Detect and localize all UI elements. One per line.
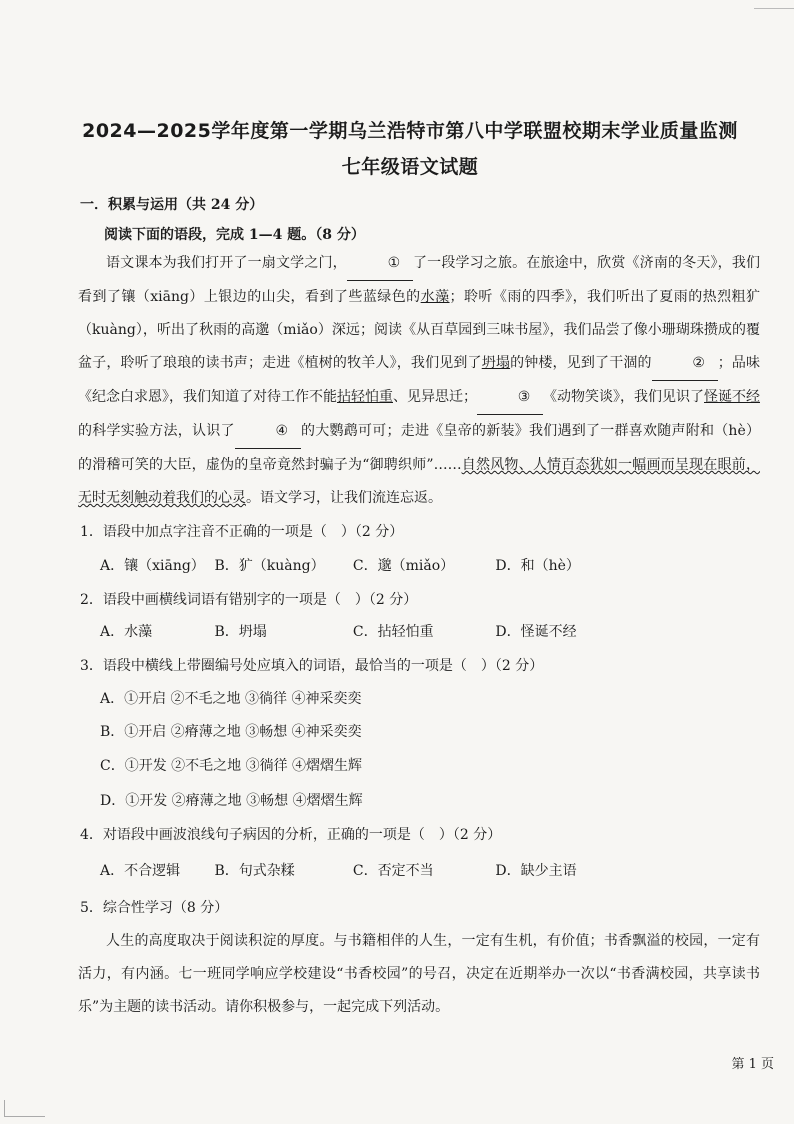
passage-text: 、见异思迁；: [393, 389, 477, 405]
question-3-option-c: C．①开发 ②不毛之地 ③徜徉 ④熠熠生辉: [100, 758, 363, 774]
passage-text: 的钟楼，见到了干涸的: [510, 355, 652, 371]
question-5-text: 人生的高度取决于阅读积淀的厚度。与书籍相伴的人生，一定有生机，有价值；书香飘溢的校园，一定有活力，有内涵。七一班同学响应学校建设“书香校园”的号召，决定在近期举办一次以“书香满校园，共享读书乐”为主题的读书活动。请你积极参与，一起完成下列活动。: [78, 933, 760, 1015]
question-5-heading: 5．综合性学习（8 分）: [80, 900, 229, 916]
question-4-stem: 4．对语段中画波浪线句子病因的分析，正确的一项是（ ）（2 分）: [80, 827, 502, 843]
exam-title: 2024—2025学年度第一学期乌兰浩特市第八中学联盟校期末学业质量监测: [82, 120, 738, 142]
option-c: C．拈轻怕重: [352, 624, 434, 640]
question-4-options: [100, 861, 740, 881]
passage-text: 的科学实验方法，认识了: [78, 423, 235, 439]
scan-edge-mark: [754, 0, 794, 9]
passage-text: 。语文学习，让我们流连忘返。: [246, 490, 442, 506]
blank-3: ③: [477, 381, 543, 415]
question-1-options: [100, 556, 740, 576]
option-b: B．句式杂糅: [214, 863, 295, 879]
underlined-word: 坍塌: [481, 355, 511, 371]
passage-text: ；品味《纪念白求恩》，我们知道了对待工作不能: [78, 355, 761, 405]
underlined-word: 水藻: [420, 289, 450, 305]
blank-2: ②: [652, 347, 718, 381]
passage-text: ；聆听《雨的四季》，我们听出了夏雨的热烈粗犷（kuàng），听出了秋雨的高邈（miǎo）深远；阅读《从百草园到三味书屋》，我们品尝了像小珊瑚珠攒成的覆盆子，聆听了琅琅的读书声；走进《植树的牧羊人》，我们见到了: [78, 289, 761, 371]
option-d: D．和（hè）: [495, 558, 580, 574]
passage-text: 的大鹦鹉可可；走进《皇帝的新装》我们遇到了一群喜欢随声附和（hè）的滑稽可笑的大臣，虚伪的皇帝竟然封骗子为“御聘织师”……: [78, 423, 760, 473]
option-a: A．水藻: [100, 624, 153, 640]
section-heading: 一．积累与运用（共 24 分）: [80, 197, 264, 213]
question-1-stem: 1．语段中加点字注音不正确的一项是（ ）（2 分）: [80, 524, 404, 540]
exam-subtitle: 七年级语文试题: [341, 156, 479, 178]
passage-text: 《动物笑谈》，我们见识了: [543, 389, 704, 405]
option-a: A．镶（xiāng）: [100, 558, 205, 574]
option-d: D．怪诞不经: [495, 624, 577, 640]
scan-corner-mark: [4, 1100, 45, 1117]
blank-1: ①: [347, 247, 413, 281]
wavy-sentence: 自然风物、人情百态犹如一幅画而呈现在眼前，无时无刻触动着我们的心灵: [78, 457, 760, 506]
underlined-word: 拈轻怕重: [337, 389, 393, 405]
question-3-stem: 3．语段中横线上带圈编号处应填入的词语，最恰当的一项是（ ）（2 分）: [80, 658, 544, 674]
question-3-option-d: D．①开发 ②瘠薄之地 ③畅想 ④熠熠生辉: [100, 793, 363, 809]
section-instruction: 阅读下面的语段，完成 1—4 题。（8 分）: [104, 227, 365, 243]
option-b: B．坍塌: [214, 624, 267, 640]
option-a: A．不合逻辑: [100, 863, 181, 879]
passage-text: 了一段学习之旅。在旅途中，欣赏《济南的冬天》，我们看到了镶（xiāng）上银边的山尖，看到了些蓝绿色的: [78, 255, 761, 305]
blank-4: ④: [235, 415, 301, 449]
underlined-word: 怪诞不经: [704, 389, 760, 405]
passage-text: 语文课本为我们打开了一扇文学之门，: [106, 255, 347, 271]
option-c: C．邈（miǎo）: [352, 558, 455, 574]
question-2-stem: 2．语段中画横线词语有错别字的一项是（ ）（2 分）: [80, 592, 418, 608]
question-3-option-a: A．①开启 ②不毛之地 ③徜徉 ④神采奕奕: [100, 691, 362, 707]
reading-passage: [78, 247, 760, 515]
option-b: B．犷（kuàng）: [214, 558, 325, 574]
question-2-options: [100, 622, 740, 642]
question-3-option-b: B．①开启 ②瘠薄之地 ③畅想 ④神采奕奕: [100, 724, 362, 740]
page-number: 第 1 页: [731, 1057, 774, 1072]
option-c: C．否定不当: [352, 863, 434, 879]
option-d: D．缺少主语: [495, 863, 577, 879]
